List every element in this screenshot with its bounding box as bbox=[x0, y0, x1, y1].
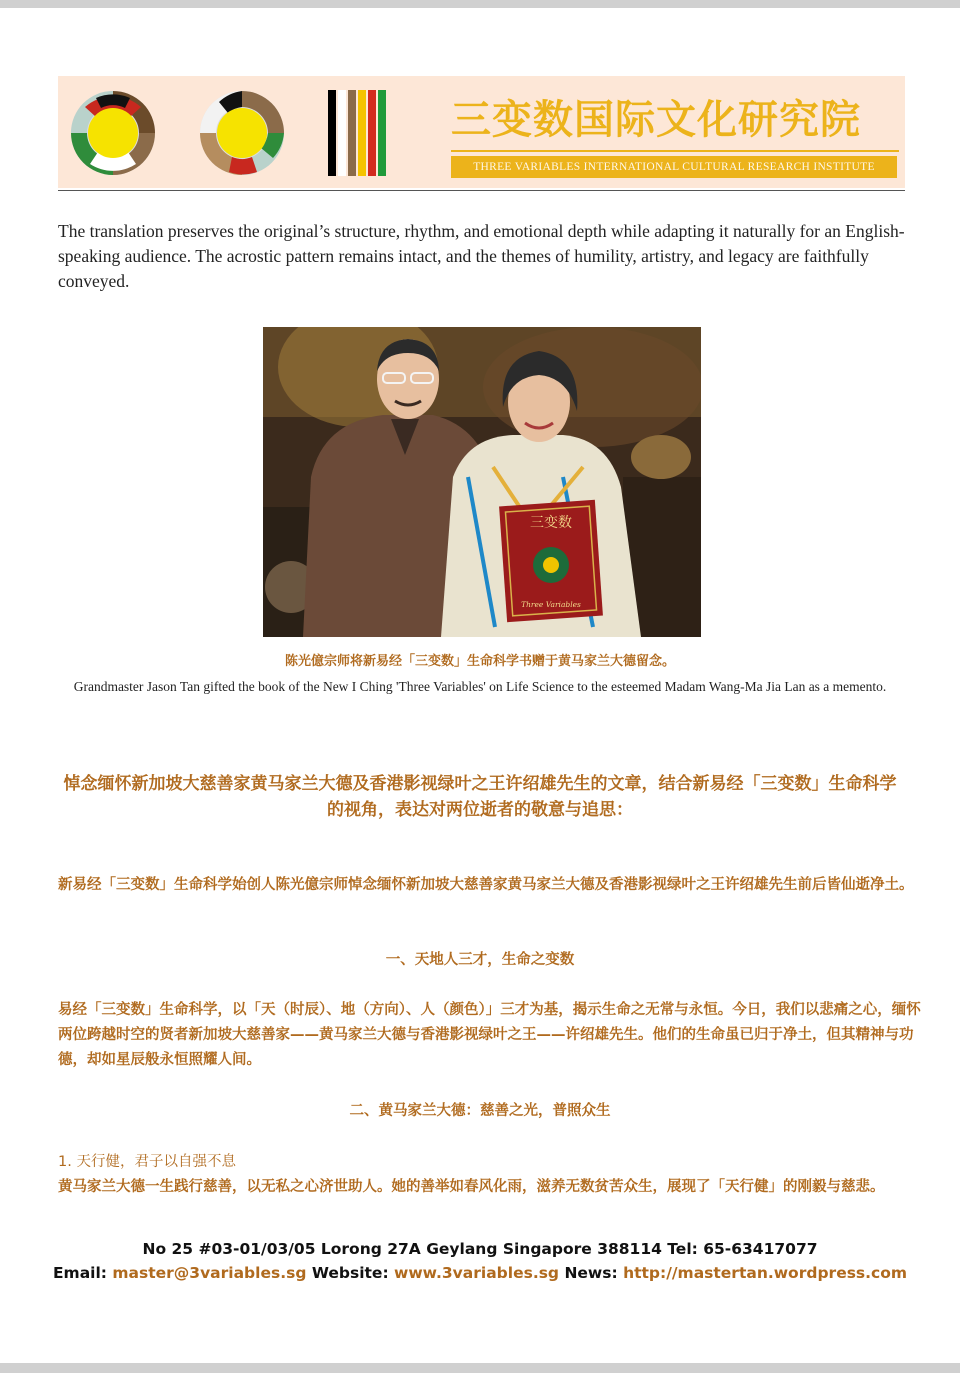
section-heading-2: 二、黄马家兰大德：慈善之光，普照众生 bbox=[349, 1103, 611, 1119]
color-stripes bbox=[328, 90, 388, 176]
photo-caption-en: Grandmaster Jason Tan gifted the book of the New I Ching 'Three Variables' on Life Science to the esteemed Madam Wang-Ma Jia Lan as a memento. bbox=[73, 679, 887, 694]
stripe-white bbox=[338, 90, 346, 176]
article-heading: 悼念缅怀新加坡大慈善家黄马家兰大德及香港影视绿叶之王许绍雄先生的文章，结合新易经「三变数」生命科学的视角，表达对两位逝者的敬意与追思： bbox=[63, 774, 897, 820]
top-edge-bar bbox=[0, 0, 960, 8]
news-label: News: bbox=[564, 1264, 618, 1282]
photo-illustration bbox=[263, 327, 701, 637]
header-banner bbox=[58, 76, 905, 188]
stripe-yellow bbox=[358, 90, 366, 176]
footer-address: No 25 #03-01/03/05 Lorong 27A Geylang Singapore 388114 Tel: 65-63417077 bbox=[142, 1240, 818, 1258]
email-label: Email: bbox=[52, 1264, 107, 1282]
article-paragraph-2: 易经「三变数」生命科学，以「天（时辰）、地（方向）、人（颜色）」三才为基，揭示生命之无常与永恒。今日，我们以悲痛之心，缅怀两位跨越时空的贤者新加坡大慈善家——黄马家兰大德与香港影视绿叶之王——许绍雄先生。他们的生命虽已归于净土，但其精神与功德，却如星辰般永恒照耀人间。 bbox=[58, 1002, 921, 1068]
list-item-body-1: 黄马家兰大德一生践行慈善，以无私之心济世助人。她的善举如春风化雨，滋养无数贫苦众生，展现了「天行健」的刚毅与慈悲。 bbox=[58, 1179, 885, 1195]
list-item-title-1: 1. 天行健，君子以自强不息 bbox=[58, 1154, 236, 1170]
bottom-edge-bar bbox=[0, 1363, 960, 1373]
section-heading-1: 一、天地人三才，生命之变数 bbox=[385, 952, 575, 968]
stripe-green bbox=[378, 90, 386, 176]
intro-paragraph: The translation preserves the original’s structure, rhythm, and emotional depth while adapting it naturally for an English-speaking audience. The acrostic pattern remains intact, and the themes of humility, artistry, and legacy are faithfully conveyed. bbox=[58, 221, 905, 291]
header-divider bbox=[58, 190, 905, 191]
bagua-emblem-right bbox=[199, 90, 285, 176]
website-link[interactable]: www.3variables.sg bbox=[394, 1264, 560, 1282]
institute-name-en: THREE VARIABLES INTERNATIONAL CULTURAL RESEARCH INSTITUTE bbox=[451, 156, 897, 178]
photo-grandmaster-and-madam bbox=[263, 327, 701, 637]
book-subtitle: Three Variables bbox=[521, 600, 581, 609]
stripe-red bbox=[368, 90, 376, 176]
institute-name-cn: 三变数国际文化研究院 bbox=[451, 90, 899, 152]
stripe-black bbox=[328, 90, 336, 176]
website-label: Website: bbox=[311, 1264, 389, 1282]
bagua-emblem-left bbox=[70, 90, 156, 176]
email-link[interactable]: master@3variables.sg bbox=[112, 1264, 307, 1282]
photo-caption-cn: 陈光億宗师将新易经「三变数」生命科学书赠于黄马家兰大德留念。 bbox=[284, 654, 675, 669]
book-title: 三变数 bbox=[530, 515, 572, 531]
article-paragraph-1: 新易经「三变数」生命科学始创人陈光億宗师悼念缅怀新加坡大慈善家黄马家兰大德及香港影视绿叶之王许绍雄先生前后皆仙逝净土。 bbox=[58, 877, 914, 893]
page-footer bbox=[0, 1237, 960, 1285]
footer-contacts bbox=[0, 1261, 960, 1285]
stripe-brown bbox=[348, 90, 356, 176]
news-link[interactable]: http://mastertan.wordpress.com bbox=[623, 1264, 908, 1282]
